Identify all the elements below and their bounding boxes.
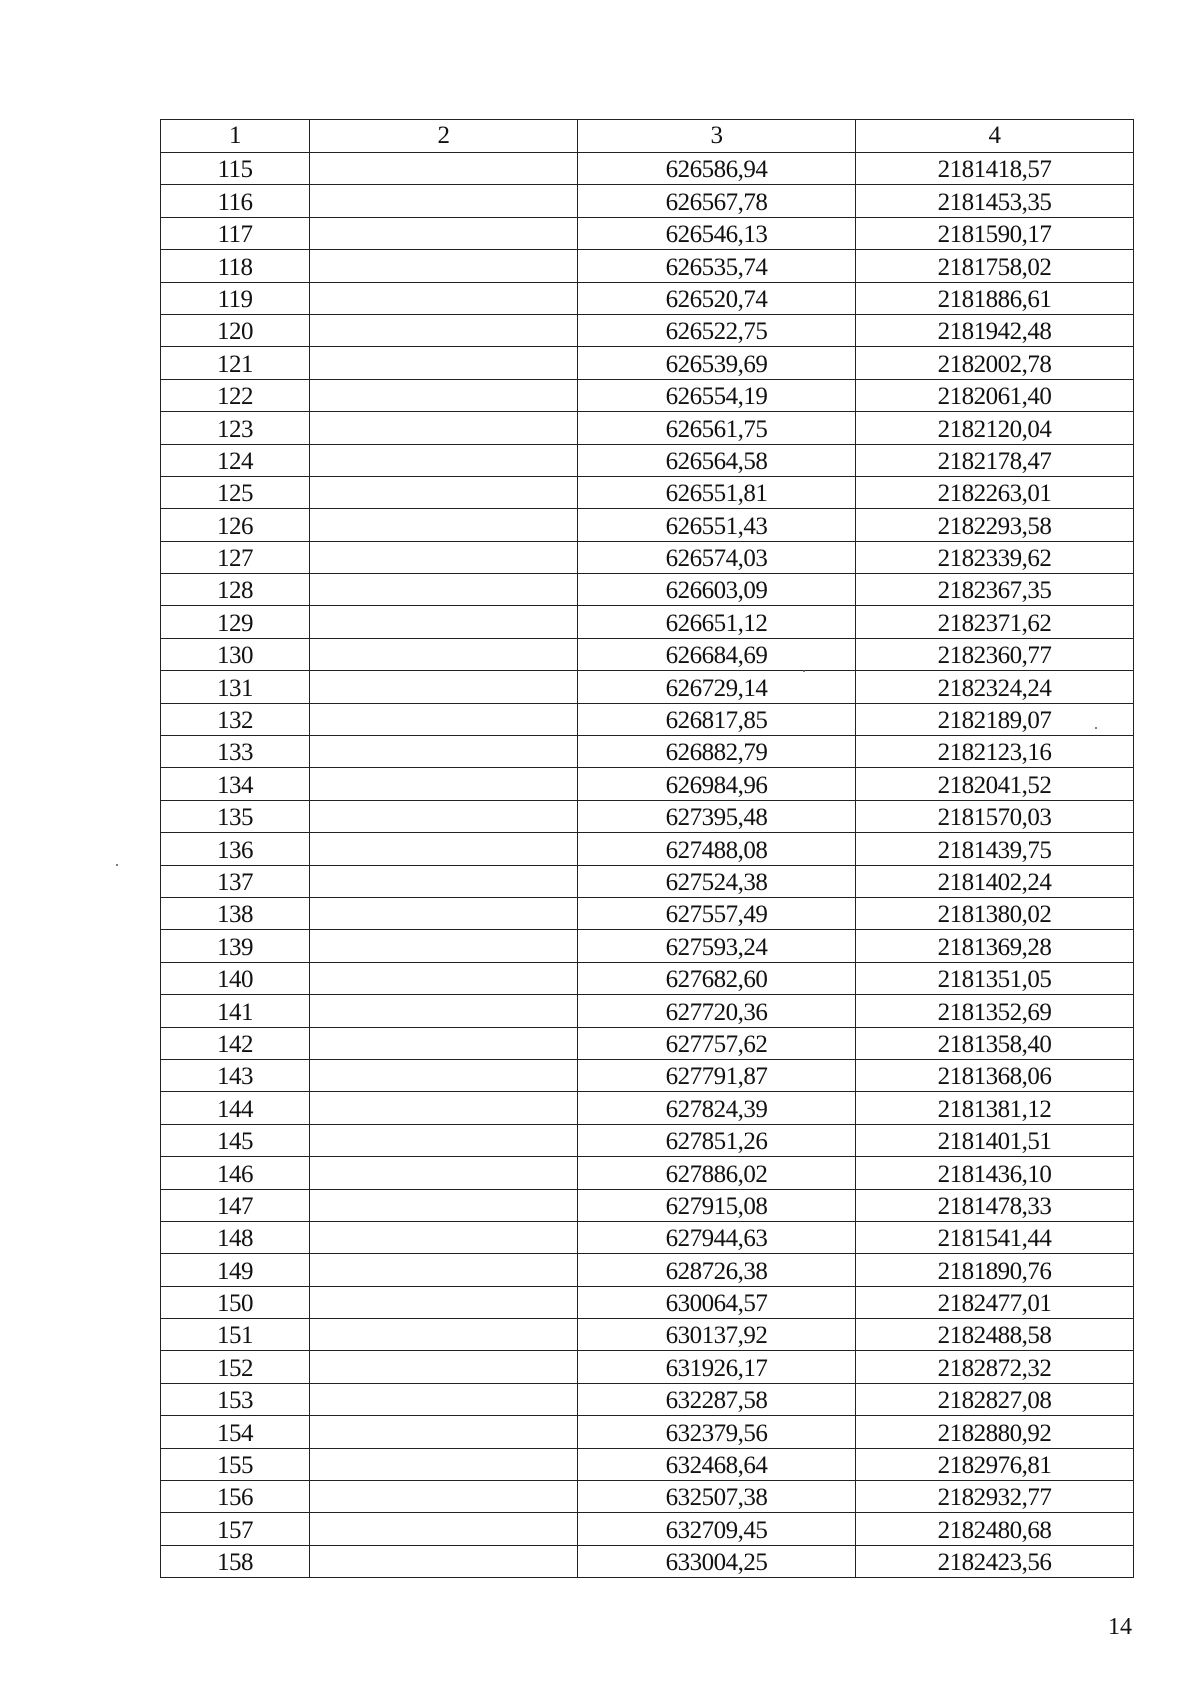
coordinate-x-cell: 626586,94 [578, 153, 856, 185]
coordinate-x-cell: 627944,63 [578, 1221, 856, 1253]
description-cell [310, 574, 578, 606]
table-row [161, 1448, 1134, 1480]
description-cell [310, 509, 578, 541]
table-row [161, 282, 1134, 314]
coordinate-x-cell: 626729,14 [578, 671, 856, 703]
coordinate-y-cell: 2181570,03 [856, 800, 1134, 832]
point-number-cell: 144 [161, 1092, 310, 1124]
table-row [161, 1124, 1134, 1156]
description-cell [310, 703, 578, 735]
table-header [161, 120, 1134, 153]
coordinate-x-cell: 627791,87 [578, 1059, 856, 1091]
point-number-cell: 136 [161, 833, 310, 865]
table-row [161, 736, 1134, 768]
table-row [161, 930, 1134, 962]
description-cell [310, 962, 578, 994]
coordinate-x-cell: 626684,69 [578, 638, 856, 670]
coordinate-y-cell: 2181358,40 [856, 1027, 1134, 1059]
description-cell [310, 865, 578, 897]
table-body [161, 153, 1134, 1578]
table-row [161, 606, 1134, 638]
description-cell [310, 1481, 578, 1513]
table-row [161, 1416, 1134, 1448]
coordinate-x-cell: 632468,64 [578, 1448, 856, 1480]
table-row [161, 1351, 1134, 1383]
coordinate-y-cell: 2181402,24 [856, 865, 1134, 897]
point-number-cell: 130 [161, 638, 310, 670]
description-cell [310, 1189, 578, 1221]
table-row [161, 574, 1134, 606]
coordinate-x-cell: 626522,75 [578, 314, 856, 346]
coordinate-x-cell: 627682,60 [578, 962, 856, 994]
point-number-cell: 120 [161, 314, 310, 346]
point-number-cell: 156 [161, 1481, 310, 1513]
point-number-cell: 131 [161, 671, 310, 703]
coordinate-x-cell: 627593,24 [578, 930, 856, 962]
coordinate-y-cell: 2181436,10 [856, 1157, 1134, 1189]
point-number-cell: 150 [161, 1286, 310, 1318]
coordinate-y-cell: 2182976,81 [856, 1448, 1134, 1480]
table-row [161, 768, 1134, 800]
table-row [161, 1189, 1134, 1221]
description-cell [310, 1545, 578, 1577]
description-cell [310, 314, 578, 346]
point-number-cell: 137 [161, 865, 310, 897]
coordinate-x-cell: 627488,08 [578, 833, 856, 865]
coordinate-x-cell: 626603,09 [578, 574, 856, 606]
description-cell [310, 671, 578, 703]
table-row [161, 995, 1134, 1027]
point-number-cell: 118 [161, 250, 310, 282]
table-row [161, 638, 1134, 670]
column-header-4: 4 [856, 120, 1134, 153]
point-number-cell: 134 [161, 768, 310, 800]
description-cell [310, 541, 578, 573]
description-cell [310, 995, 578, 1027]
description-cell [310, 217, 578, 249]
point-number-cell: 142 [161, 1027, 310, 1059]
coordinate-y-cell: 2181369,28 [856, 930, 1134, 962]
point-number-cell: 126 [161, 509, 310, 541]
table-row [161, 347, 1134, 379]
coordinate-y-cell: 2182367,35 [856, 574, 1134, 606]
description-cell [310, 1416, 578, 1448]
coordinate-y-cell: 2182002,78 [856, 347, 1134, 379]
table-row [161, 1383, 1134, 1415]
point-number-cell: 117 [161, 217, 310, 249]
coordinate-x-cell: 626564,58 [578, 444, 856, 476]
point-number-cell: 119 [161, 282, 310, 314]
point-number-cell: 151 [161, 1319, 310, 1351]
point-number-cell: 115 [161, 153, 310, 185]
coordinate-y-cell: 2182123,16 [856, 736, 1134, 768]
table-row [161, 153, 1134, 185]
coordinate-y-cell: 2182041,52 [856, 768, 1134, 800]
description-cell [310, 1221, 578, 1253]
description-cell [310, 1448, 578, 1480]
coordinate-y-cell: 2182293,58 [856, 509, 1134, 541]
coordinate-x-cell: 630137,92 [578, 1319, 856, 1351]
description-cell [310, 379, 578, 411]
coordinate-y-cell: 2182263,01 [856, 476, 1134, 508]
table-row [161, 412, 1134, 444]
coordinate-x-cell: 633004,25 [578, 1545, 856, 1577]
coordinate-x-cell: 632379,56 [578, 1416, 856, 1448]
description-cell [310, 833, 578, 865]
coordinate-y-cell: 2181590,17 [856, 217, 1134, 249]
point-number-cell: 141 [161, 995, 310, 1027]
coordinate-x-cell: 627395,48 [578, 800, 856, 832]
point-number-cell: 127 [161, 541, 310, 573]
table-row [161, 833, 1134, 865]
column-header-2: 2 [310, 120, 578, 153]
coordinate-y-cell: 2181541,44 [856, 1221, 1134, 1253]
coordinate-y-cell: 2182061,40 [856, 379, 1134, 411]
description-cell [310, 153, 578, 185]
point-number-cell: 122 [161, 379, 310, 411]
coordinate-x-cell: 626651,12 [578, 606, 856, 638]
coordinate-x-cell: 627851,26 [578, 1124, 856, 1156]
coordinate-x-cell: 626551,43 [578, 509, 856, 541]
table-row [161, 250, 1134, 282]
description-cell [310, 930, 578, 962]
coordinate-y-cell: 2181890,76 [856, 1254, 1134, 1286]
coordinate-x-cell: 627524,38 [578, 865, 856, 897]
table-row [161, 314, 1134, 346]
column-header-1: 1 [161, 120, 310, 153]
coordinate-x-cell: 626574,03 [578, 541, 856, 573]
point-number-cell: 124 [161, 444, 310, 476]
point-number-cell: 135 [161, 800, 310, 832]
coordinate-x-cell: 626882,79 [578, 736, 856, 768]
point-number-cell: 146 [161, 1157, 310, 1189]
point-number-cell: 145 [161, 1124, 310, 1156]
column-header-3: 3 [578, 120, 856, 153]
coordinate-x-cell: 627886,02 [578, 1157, 856, 1189]
table-row [161, 1157, 1134, 1189]
coordinate-y-cell: 2181758,02 [856, 250, 1134, 282]
coordinate-y-cell: 2182480,68 [856, 1513, 1134, 1545]
point-number-cell: 154 [161, 1416, 310, 1448]
table-row [161, 1545, 1134, 1577]
table-row [161, 1059, 1134, 1091]
coordinate-y-cell: 2182360,77 [856, 638, 1134, 670]
point-number-cell: 140 [161, 962, 310, 994]
coordinate-x-cell: 630064,57 [578, 1286, 856, 1318]
point-number-cell: 133 [161, 736, 310, 768]
coordinate-y-cell: 2181418,57 [856, 153, 1134, 185]
point-number-cell: 129 [161, 606, 310, 638]
point-number-cell: 138 [161, 897, 310, 929]
coordinate-x-cell: 631926,17 [578, 1351, 856, 1383]
coordinate-y-cell: 2182189,07 [856, 703, 1134, 735]
coordinate-x-cell: 628726,38 [578, 1254, 856, 1286]
coordinate-x-cell: 632709,45 [578, 1513, 856, 1545]
table-row [161, 800, 1134, 832]
table-row [161, 509, 1134, 541]
coordinate-y-cell: 2182423,56 [856, 1545, 1134, 1577]
coordinate-x-cell: 626984,96 [578, 768, 856, 800]
coordinate-y-cell: 2182120,04 [856, 412, 1134, 444]
table-row [161, 962, 1134, 994]
description-cell [310, 897, 578, 929]
description-cell [310, 282, 578, 314]
description-cell [310, 1027, 578, 1059]
coordinate-x-cell: 627757,62 [578, 1027, 856, 1059]
coordinate-y-cell: 2181401,51 [856, 1124, 1134, 1156]
table-row [161, 1092, 1134, 1124]
description-cell [310, 736, 578, 768]
coordinate-x-cell: 627915,08 [578, 1189, 856, 1221]
coordinate-x-cell: 626817,85 [578, 703, 856, 735]
coordinate-y-cell: 2182932,77 [856, 1481, 1134, 1513]
point-number-cell: 153 [161, 1383, 310, 1415]
coordinate-x-cell: 626546,13 [578, 217, 856, 249]
coordinate-x-cell: 626535,74 [578, 250, 856, 282]
coordinate-y-cell: 2181380,02 [856, 897, 1134, 929]
description-cell [310, 476, 578, 508]
coordinate-y-cell: 2182324,24 [856, 671, 1134, 703]
table-row [161, 1254, 1134, 1286]
coordinate-y-cell: 2182880,92 [856, 1416, 1134, 1448]
table-row [161, 217, 1134, 249]
description-cell [310, 1092, 578, 1124]
point-number-cell: 132 [161, 703, 310, 735]
description-cell [310, 638, 578, 670]
table-row [161, 671, 1134, 703]
coordinate-x-cell: 627824,39 [578, 1092, 856, 1124]
description-cell [310, 412, 578, 444]
coordinate-y-cell: 2182178,47 [856, 444, 1134, 476]
coordinate-x-cell: 626520,74 [578, 282, 856, 314]
table-row [161, 1319, 1134, 1351]
description-cell [310, 347, 578, 379]
point-number-cell: 143 [161, 1059, 310, 1091]
description-cell [310, 1124, 578, 1156]
point-number-cell: 158 [161, 1545, 310, 1577]
coordinates-table [160, 119, 1134, 1578]
scan-speck [1095, 727, 1097, 729]
table-row [161, 444, 1134, 476]
table-row [161, 541, 1134, 573]
point-number-cell: 148 [161, 1221, 310, 1253]
table-row [161, 379, 1134, 411]
coordinate-x-cell: 627557,49 [578, 897, 856, 929]
description-cell [310, 444, 578, 476]
coordinate-y-cell: 2181381,12 [856, 1092, 1134, 1124]
table-row [161, 1513, 1134, 1545]
coordinate-y-cell: 2181439,75 [856, 833, 1134, 865]
description-cell [310, 1286, 578, 1318]
point-number-cell: 121 [161, 347, 310, 379]
point-number-cell: 125 [161, 476, 310, 508]
page-number: 14 [1108, 1614, 1132, 1640]
coordinate-x-cell: 626554,19 [578, 379, 856, 411]
scan-speck [803, 670, 805, 672]
description-cell [310, 1351, 578, 1383]
point-number-cell: 155 [161, 1448, 310, 1480]
coordinate-y-cell: 2181352,69 [856, 995, 1134, 1027]
table-row [161, 1221, 1134, 1253]
description-cell [310, 1254, 578, 1286]
description-cell [310, 250, 578, 282]
scan-speck [116, 864, 118, 866]
coordinate-y-cell: 2181368,06 [856, 1059, 1134, 1091]
point-number-cell: 152 [161, 1351, 310, 1383]
table-row [161, 185, 1134, 217]
coordinate-x-cell: 626567,78 [578, 185, 856, 217]
description-cell [310, 1513, 578, 1545]
coordinate-y-cell: 2181453,35 [856, 185, 1134, 217]
description-cell [310, 1383, 578, 1415]
point-number-cell: 116 [161, 185, 310, 217]
coordinate-y-cell: 2182371,62 [856, 606, 1134, 638]
coordinate-x-cell: 626561,75 [578, 412, 856, 444]
coordinate-y-cell: 2181478,33 [856, 1189, 1134, 1221]
table-row [161, 897, 1134, 929]
coordinate-x-cell: 632287,58 [578, 1383, 856, 1415]
coordinate-y-cell: 2181351,05 [856, 962, 1134, 994]
coordinate-y-cell: 2182339,62 [856, 541, 1134, 573]
description-cell [310, 1157, 578, 1189]
table-row [161, 1481, 1134, 1513]
table-row [161, 476, 1134, 508]
description-cell [310, 1059, 578, 1091]
table-row [161, 703, 1134, 735]
point-number-cell: 123 [161, 412, 310, 444]
description-cell [310, 185, 578, 217]
point-number-cell: 149 [161, 1254, 310, 1286]
point-number-cell: 147 [161, 1189, 310, 1221]
coordinate-x-cell: 626539,69 [578, 347, 856, 379]
description-cell [310, 1319, 578, 1351]
table-row [161, 1027, 1134, 1059]
point-number-cell: 157 [161, 1513, 310, 1545]
table-row [161, 865, 1134, 897]
coordinate-y-cell: 2181942,48 [856, 314, 1134, 346]
coordinate-y-cell: 2181886,61 [856, 282, 1134, 314]
point-number-cell: 128 [161, 574, 310, 606]
coordinate-y-cell: 2182477,01 [856, 1286, 1134, 1318]
description-cell [310, 606, 578, 638]
coordinate-y-cell: 2182827,08 [856, 1383, 1134, 1415]
coordinate-x-cell: 632507,38 [578, 1481, 856, 1513]
description-cell [310, 768, 578, 800]
coordinate-y-cell: 2182488,58 [856, 1319, 1134, 1351]
coordinate-x-cell: 626551,81 [578, 476, 856, 508]
coordinate-y-cell: 2182872,32 [856, 1351, 1134, 1383]
description-cell [310, 800, 578, 832]
coordinate-x-cell: 627720,36 [578, 995, 856, 1027]
header-row [161, 120, 1134, 153]
table-row [161, 1286, 1134, 1318]
point-number-cell: 139 [161, 930, 310, 962]
